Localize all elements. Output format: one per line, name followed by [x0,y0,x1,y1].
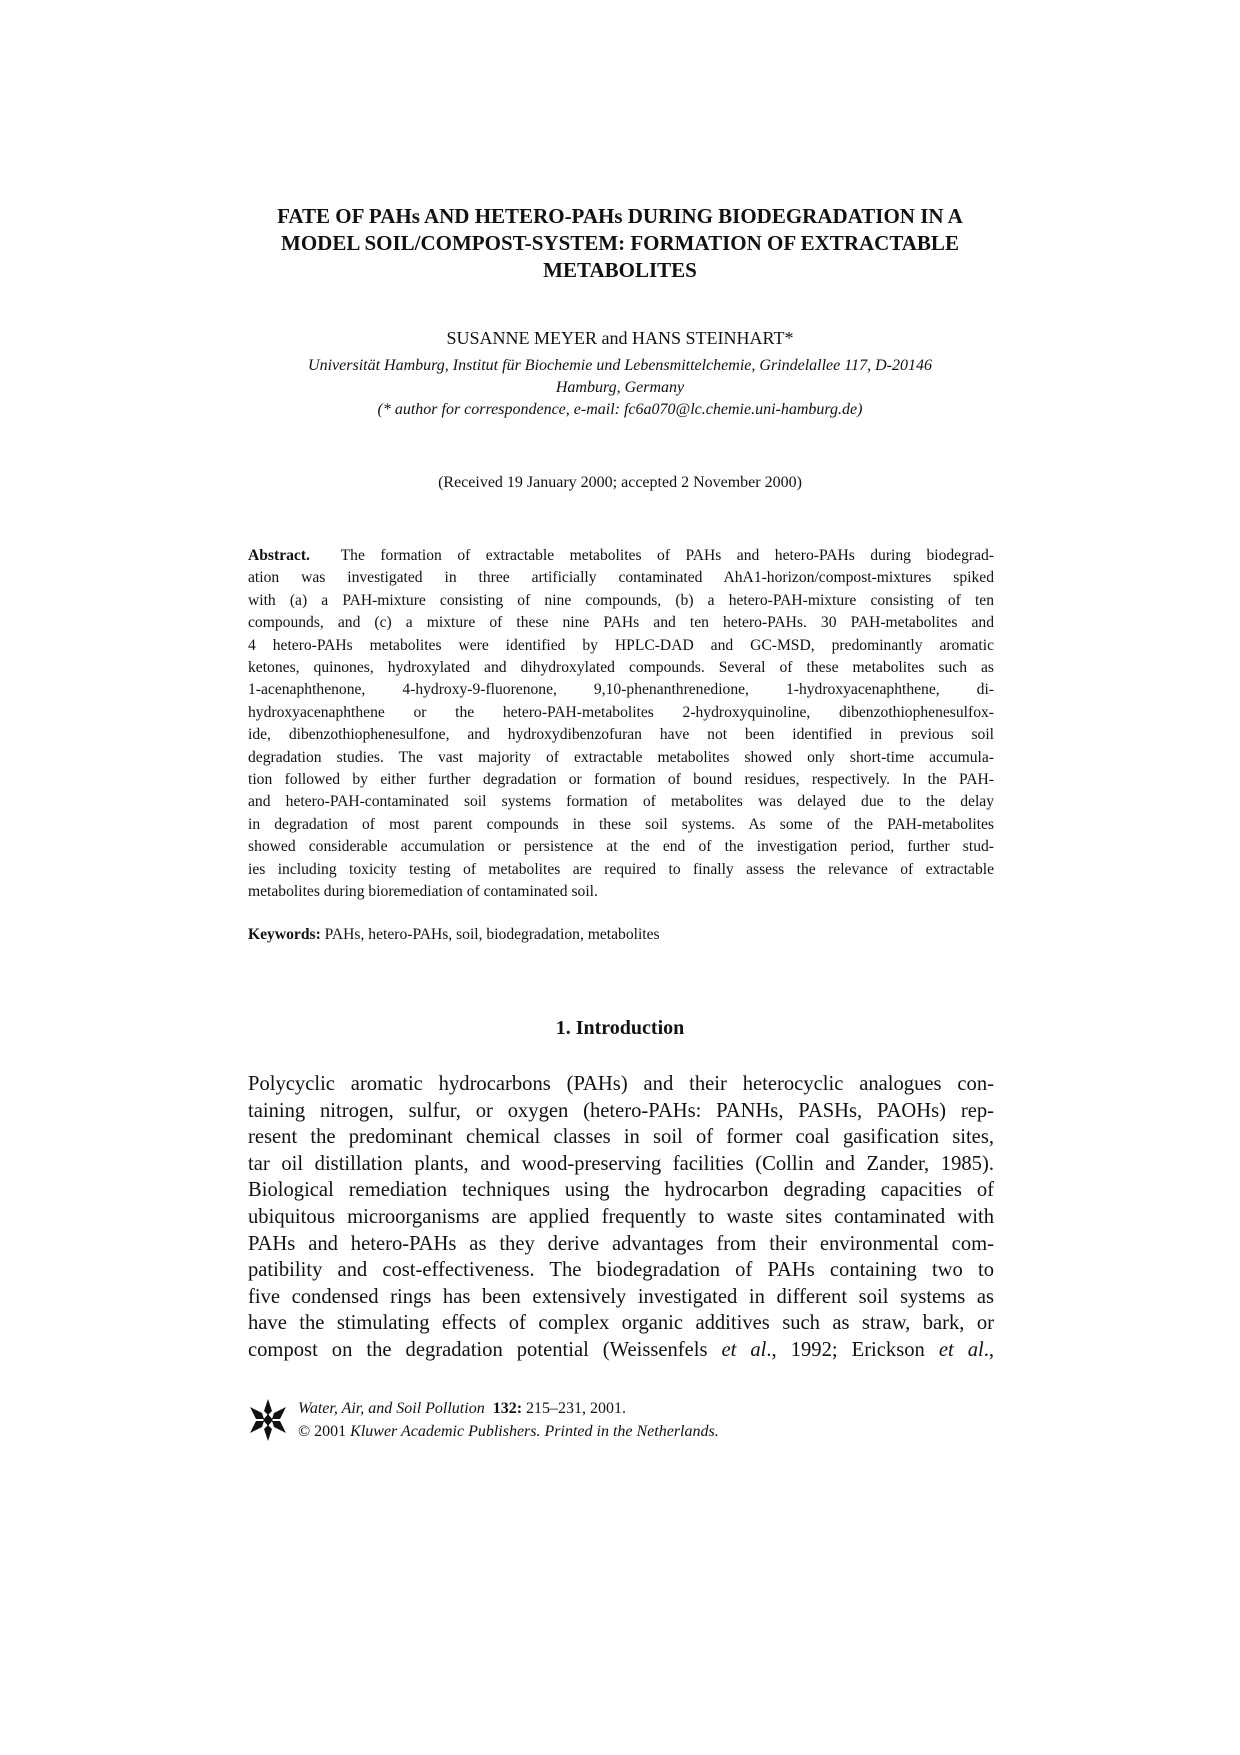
body-line: tar oil distillation plants, and wood-preserving facilities (Collin and Zander, 1985). [248,1152,994,1175]
body-line: Biological remediation techniques using the hydrocarbon degrading capacities of [248,1179,994,1202]
citation-etal: et al [938,1338,984,1361]
affiliation-line: Hamburg, Germany [555,379,685,396]
keywords-label: Keywords: [248,926,321,943]
journal-footer [298,1397,719,1443]
body-line: PAHs and hetero-PAHs as they derive advantages from their environmental com- [248,1232,994,1255]
kluwer-logo-icon [248,1397,288,1443]
section-heading-introduction: 1. Introduction [555,1017,685,1039]
introduction-body [248,1071,994,1364]
abstract-line: with (a) a PAH-mixture consisting of nine compounds, (b) a hetero-PAH-mixture consisting of ten [248,591,994,609]
abstract [248,545,994,904]
abstract-line: 4 hetero-PAHs metabolites were identified by HPLC-DAD and GC-MSD, predominantly aromatic [248,636,994,654]
abstract-line: in degradation of most parent compounds in these soil systems. As some of the PAH-metabolites [248,815,994,833]
abstract-line: ide, dibenzothiophenesulfone, and hydroxydibenzofuran have not been identified in previous soil [248,726,994,744]
journal-pages: 215–231, 2001. [522,1400,627,1417]
body-text: compost on the degradation potential (Weissenfels [248,1338,722,1361]
correspondence-line: (* author for correspondence, e-mail: fc6a070@lc.chemie.uni-hamburg.de) [377,401,863,418]
body-line: Polycyclic aromatic hydrocarbons (PAHs) and their heterocyclic analogues con- [248,1073,994,1095]
abstract-line: degradation studies. The vast majority of extractable metabolites showed only short-time accumula- [248,748,994,766]
abstract-line: 1-acenaphthenone, 4-hydroxy-9-fluorenone, 9,10-phenanthrenedione, 1-hydroxyacenaphthene, di- [248,681,994,699]
affiliation [240,355,1000,421]
authors: SUSANNE MEYER and HANS STEINHART* [446,328,794,348]
paper-title [240,203,1000,284]
abstract-line: compounds, and (c) a mixture of these nine PAHs and ten hetero-PAHs. 30 PAH-metabolites and [248,614,994,632]
body-line [248,1337,994,1364]
journal-name: Water, Air, and Soil Pollution [298,1400,485,1417]
title-line: METABOLITES [543,258,697,282]
received-dates: (Received 19 January 2000; accepted 2 November 2000) [438,474,802,491]
abstract-line: tion followed by either further degradation or formation of bound residues, respectively. In the PAH- [248,771,994,789]
abstract-line: showed considerable accumulation or persistence at the end of the investigation period, further stud- [248,838,994,856]
abstract-line: metabolites during bioremediation of contaminated soil. [248,883,598,901]
body-line: taining nitrogen, sulfur, or oxygen (hetero-PAHs: PANHs, PASHs, PAOHs) rep- [248,1099,994,1122]
affiliation-line: Universität Hamburg, Institut für Biochemie und Lebensmittelchemie, Grindelallee 117, D-20146 [308,357,932,374]
title-line: FATE OF PAHs AND HETERO-PAHs DURING BIODEGRADATION IN A [277,204,963,228]
body-line: resent the predominant chemical classes in soil of former coal gasification sites, [248,1126,994,1149]
title-line: MODEL SOIL/COMPOST-SYSTEM: FORMATION OF EXTRACTABLE [281,231,959,255]
body-line: patibility and cost-effectiveness. The biodegradation of PAHs containing two to [248,1259,994,1282]
keywords-text: PAHs, hetero-PAHs, soil, biodegradation, metabolites [324,926,660,943]
body-line: five condensed rings has been extensively investigated in different soil systems as [248,1285,994,1308]
abstract-line: ketones, quinones, hydroxylated and dihydroxylated compounds. Several of these metabolites such as [248,659,994,677]
abstract-line: hydroxyacenaphthene or the hetero-PAH-metabolites 2-hydroxyquinoline, dibenzothiophenesulfox- [248,703,994,721]
publisher: Kluwer Academic Publishers. Printed in the Netherlands. [350,1423,719,1440]
body-text: ., [983,1338,995,1361]
body-line: have the stimulating effects of complex organic additives such as straw, bark, or [248,1312,994,1335]
abstract-line: ies including toxicity testing of metabolites are required to finally assess the relevance of extractable [248,860,994,878]
abstract-line [248,545,994,567]
copyright-line [298,1420,719,1443]
copyright-symbol: © 2001 [298,1423,351,1440]
journal-volume: 132: [492,1400,523,1417]
body-text: ., 1992; Erickson [766,1338,939,1361]
abstract-text: The formation of extractable metabolites of PAHs and hetero-PAHs during biodegrad- [340,547,994,564]
abstract-line: ation was investigated in three artificially contaminated AhA1-horizon/compost-mixtures spiked [248,569,994,587]
keywords [248,926,994,944]
citation-etal: et al [721,1338,767,1361]
abstract-line: and hetero-PAH-contaminated soil systems formation of metabolites was delayed due to the delay [248,793,994,811]
journal-citation [298,1397,719,1420]
body-line: ubiquitous microorganisms are applied frequently to waste sites contaminated with [248,1205,994,1228]
abstract-label: Abstract. [248,547,310,564]
